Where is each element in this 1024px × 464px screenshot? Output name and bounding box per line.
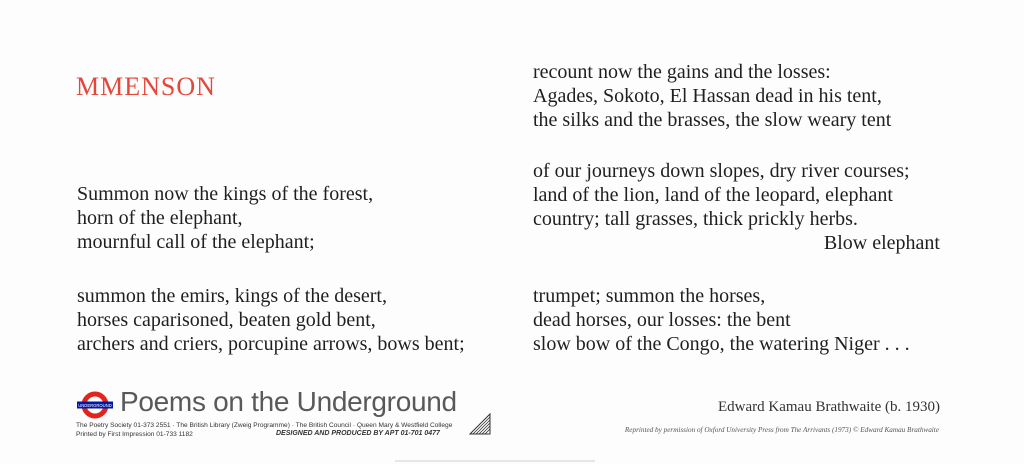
poem-line: trumpet; summon the horses, [533, 285, 766, 307]
poem-author: Edward Kamau Brathwaite (b. 1930) [717, 399, 940, 415]
poem-line: dead horses, our losses: the bent [533, 309, 791, 331]
poem-line: archers and criers, porcupine arrows, bows bent; [77, 333, 465, 355]
poem-line: the silks and the brasses, the slow weary tent [533, 109, 892, 131]
stanza-right-2 [533, 159, 940, 255]
poem-line: Summon now the kings of the forest, [77, 183, 374, 205]
underground-roundel-icon [76, 390, 114, 420]
scan-edge-mark [395, 460, 595, 462]
sponsors-line: The Poetry Society 01-373 2551 · The British Library (Zweig Programme) · The British Council · Queen Mary & Westfield College [76, 422, 453, 429]
poem-line: land of the lion, land of the leopard, elephant [533, 184, 893, 206]
poems-underground-branding [76, 386, 496, 446]
roundel-label: UNDERGROUND [78, 402, 112, 408]
permission-credit: Reprinted by permission of Oxford University Press from The Arrivants (1973) © Edward Kamau Brathwaite [624, 426, 939, 434]
stanza-left-1 [77, 182, 373, 254]
poem-line: slow bow of the Congo, the watering Niger . . . [533, 333, 910, 355]
poem-line: horn of the elephant, [77, 207, 243, 229]
designed-by-line: DESIGNED AND PRODUCED BY APT 01-701 0477 [276, 430, 440, 437]
poem-line: mournful call of the elephant; [77, 231, 315, 253]
stanza-right-1 [533, 60, 891, 132]
poem-line: recount now the gains and the losses: [533, 61, 831, 83]
stanza-left-2 [77, 284, 465, 356]
poem-line-indented: Blow elephant [823, 232, 940, 254]
poem-line: horses caparisoned, beaten gold bent, [77, 309, 376, 331]
poem-line: country; tall grasses, thick prickly herbs. [533, 208, 858, 230]
stanza-right-3 [533, 284, 910, 356]
poem-line: Agades, Sokoto, El Hassan dead in his tent, [533, 85, 882, 107]
brand-title: Poems on the Underground [120, 386, 457, 417]
apt-logo-icon [468, 410, 492, 436]
poem-line: of our journeys down slopes, dry river courses; [533, 160, 910, 182]
poem-title: MMENSON [76, 72, 216, 101]
poem-line: summon the emirs, kings of the desert, [77, 285, 387, 307]
printer-line: Printed by First Impression 01-733 1182 [76, 431, 193, 438]
